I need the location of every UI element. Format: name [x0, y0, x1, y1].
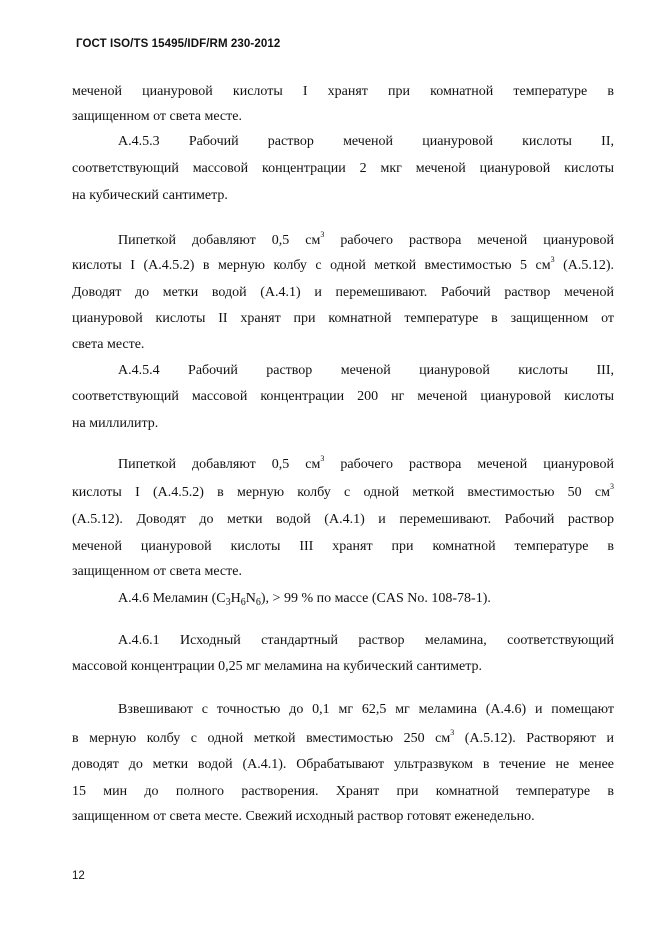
- text-line: на кубический сантиметр.: [72, 188, 228, 203]
- text-line: (А.5.12). Доводят до метки водой (А.4.1) и перемешивают. Рабочий раствор: [72, 512, 614, 527]
- text-line: света месте.: [72, 337, 145, 352]
- text-line: Доводят до метки водой (А.4.1) и перемешивают. Рабочий раствор меченой: [72, 285, 614, 300]
- text-line: доводят до метки водой (А.4.1). Обрабатывают ультразвуком в течение не менее: [72, 757, 614, 772]
- clause-heading: А.4.5.4 Рабочий раствор меченой циануровой кислоты III,: [118, 363, 614, 378]
- clause-heading: А.4.5.3 Рабочий раствор меченой циануровой кислоты II,: [118, 134, 614, 149]
- clause-heading: А.4.6 Меламин $(C_3H_6N_6)$, > 99 % по массе (CAS No. 108-78-1).: [118, 591, 491, 608]
- text-line: на миллилитр.: [72, 416, 159, 431]
- text-line: 15 мин до полного растворения. Хранят при комнатной температуре в: [72, 784, 614, 799]
- page-number: 12: [72, 870, 85, 882]
- text-line: соответствующий массовой концентрации 200 нг меченой циануровой кислоты: [72, 389, 614, 404]
- text-line: массовой концентрации 0,25 мг меламина на кубический сантиметр.: [72, 659, 483, 674]
- text-line: соответствующий массовой концентрации 2 мкг меченой циануровой кислоты: [72, 161, 614, 176]
- text-line: в мерную колбу с одной меткой вместимостью 250 $см^3$ (А.5.12). Растворяют и: [72, 728, 614, 746]
- document-header: ГОСТ ISO/TS 15495/IDF/RM 230-2012: [76, 38, 281, 50]
- text-line: кислоты I (А.4.5.2) в мерную колбу с одной меткой вместимостью 50 $см^3$: [72, 482, 614, 500]
- text-line: защищенном от света месте.: [72, 564, 242, 579]
- text-line: меченой циануровой кислоты III хранят при комнатной температуре в: [72, 539, 614, 554]
- text-line: защищенном от света месте.: [72, 109, 242, 124]
- clause-heading: А.4.6.1 Исходный стандартный раствор меламина, соответствующий: [118, 633, 614, 648]
- text-line: Пипеткой добавляют 0,5 $см^3$ рабочего раствора меченой циануровой: [118, 230, 615, 248]
- text-line: циануровой кислоты II хранят при комнатной температуре в защищенном от: [72, 311, 614, 326]
- text-line: Пипеткой добавляют 0,5 $см^3$ рабочего раствора меченой циануровой: [118, 454, 615, 472]
- text-line: кислоты I (А.4.5.2) в мерную колбу с одной меткой вместимостью 5 $см^3$ (А.5.12).: [72, 255, 614, 273]
- text-line: защищенном от света месте. Свежий исходный раствор готовят еженедельно.: [72, 809, 535, 824]
- text-line: Взвешивают с точностью до 0,1 мг 62,5 мг меламина (А.4.6) и помещают: [118, 702, 614, 717]
- text-line: меченой циануровой кислоты I хранят при комнатной температуре в: [72, 84, 614, 99]
